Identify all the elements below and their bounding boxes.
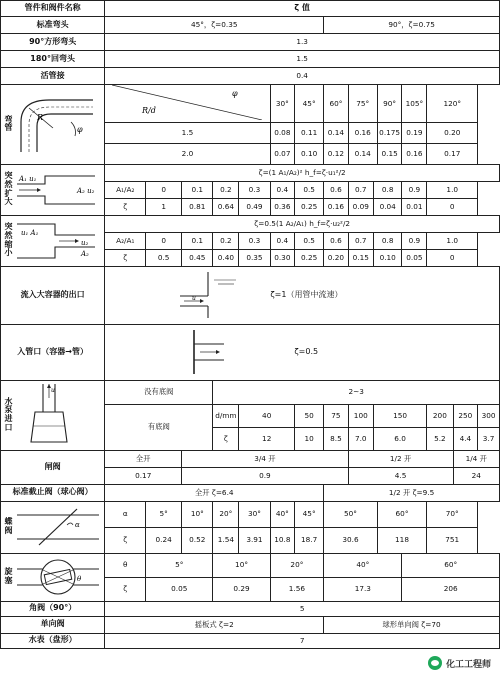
expansion-ratio: 0.8 — [373, 181, 402, 198]
plug-zeta-label: ζ — [105, 577, 146, 601]
standard-elbow-90: 90°，ζ=0.75 — [324, 17, 500, 34]
bend-value: 0.175 — [377, 122, 402, 143]
expansion-ratio: 0.2 — [213, 181, 239, 198]
sudden-contraction-icon — [15, 218, 99, 264]
contraction-ratio: 1.0 — [427, 232, 478, 249]
inlet-value: ζ=0.5 — [294, 346, 319, 356]
gate-zeta: 0.17 — [105, 467, 182, 484]
butterfly-zeta-label: ζ — [105, 527, 146, 553]
plug-angle: 20° — [270, 553, 324, 577]
row-name-standard-elbow: 标准弯头 — [1, 17, 105, 34]
expansion-zeta: 0.04 — [373, 198, 402, 215]
expansion-zeta: 1 — [146, 198, 182, 215]
bend-label-cell — [1, 85, 105, 165]
tank-outlet-icon — [178, 270, 240, 320]
pipe-inlet-icon — [186, 328, 230, 376]
plug-label-cell — [1, 553, 105, 601]
inlet-cell — [105, 324, 500, 380]
contraction-zeta: 0.15 — [348, 249, 373, 266]
pump-zeta: 3.7 — [478, 427, 500, 450]
wechat-icon — [428, 656, 442, 670]
svg-text:α: α — [75, 521, 80, 530]
contraction-zeta: 0.35 — [239, 249, 270, 266]
contraction-label-cell — [1, 215, 105, 266]
contraction-zeta: 0.30 — [270, 249, 294, 266]
expansion-zeta: 0 — [427, 198, 478, 215]
contraction-zeta: 0.20 — [324, 249, 348, 266]
water-meter-value: 7 — [105, 633, 500, 648]
bend-angle: 60° — [324, 85, 348, 123]
bend-angle: 90° — [377, 85, 402, 123]
svg-text:θ: θ — [77, 575, 82, 584]
butterfly-zeta: 30.6 — [324, 527, 378, 553]
contraction-ratio: 0.1 — [182, 232, 213, 249]
plug-angle: 10° — [213, 553, 270, 577]
check-swing: 摇板式 ζ=2 — [105, 616, 324, 633]
plug-angle: 40° — [324, 553, 402, 577]
row-name-union: 活管接 — [1, 68, 105, 85]
expansion-zeta: 0.01 — [402, 198, 427, 215]
butterfly-zeta: 751 — [427, 527, 478, 553]
butterfly-angle: 45° — [295, 501, 324, 527]
butterfly-zeta: 118 — [377, 527, 427, 553]
inlet-name: 入管口（容器→管） — [1, 324, 105, 380]
bend-value: 0.11 — [295, 122, 324, 143]
angle-valve-value: 5 — [105, 601, 500, 616]
watermark-text: 化工工程师 — [445, 659, 491, 670]
pump-zeta-label: ζ — [213, 427, 239, 450]
contraction-zeta: 0.25 — [295, 249, 324, 266]
butterfly-angle: 70° — [427, 501, 478, 527]
contraction-ratio: 0.2 — [213, 232, 239, 249]
standard-elbow-45: 45°，ζ=0.35 — [105, 17, 324, 34]
pump-no-valve-value: 2~3 — [213, 380, 500, 404]
plug-angle: 60° — [402, 553, 500, 577]
globe-valve-name: 标准截止阀（球心阀） — [1, 484, 105, 501]
globe-full-open: 全开 ζ=6.4 — [105, 484, 324, 501]
bend-value: 0.19 — [402, 122, 427, 143]
plug-cock-icon — [15, 555, 101, 599]
bend-value: 0.14 — [348, 143, 377, 164]
expansion-zeta: 0.16 — [324, 198, 348, 215]
butterfly-angle: 40° — [270, 501, 294, 527]
pipe-bend-icon — [15, 94, 95, 154]
expansion-ratio-label: A₁/A₂ — [105, 181, 146, 198]
expansion-ratio: 0.3 — [239, 181, 270, 198]
outlet-name: 流入大容器的出口 — [1, 266, 105, 324]
bend-value: 0.07 — [270, 143, 294, 164]
pump-zeta: 4.4 — [453, 427, 478, 450]
pump-zeta: 10 — [295, 427, 324, 450]
pump-zeta: 8.5 — [324, 427, 348, 450]
expansion-ratio: 0.7 — [348, 181, 373, 198]
bend-value: 0.08 — [270, 122, 294, 143]
butterfly-zeta: 3.91 — [239, 527, 270, 553]
expansion-ratio: 0.5 — [295, 181, 324, 198]
butterfly-name: 蝶阀 — [4, 517, 13, 536]
bend-value: 0.16 — [402, 143, 427, 164]
plug-angle: 5° — [146, 553, 213, 577]
gate-zeta: 4.5 — [348, 467, 453, 484]
pump-suction-icon — [15, 382, 85, 448]
pump-diameter: 50 — [295, 404, 324, 427]
butterfly-angle: 10° — [182, 501, 213, 527]
outlet-value: ζ=1（用管中流速） — [270, 289, 343, 299]
gate-opening: 1/2 开 — [348, 450, 453, 467]
pump-zeta: 7.0 — [348, 427, 373, 450]
butterfly-zeta: 0.52 — [182, 527, 213, 553]
contraction-ratio: 0.6 — [324, 232, 348, 249]
expansion-ratio: 0 — [146, 181, 182, 198]
butterfly-angle: 50° — [324, 501, 378, 527]
pump-label-cell — [1, 380, 105, 450]
butterfly-label-cell — [1, 501, 105, 553]
expansion-ratio: 0.1 — [182, 181, 213, 198]
contraction-ratio-label: A₂/A₁ — [105, 232, 146, 249]
gate-opening: 全开 — [105, 450, 182, 467]
svg-text:u₂: u₂ — [81, 238, 89, 247]
return-bend-value: 1.5 — [105, 51, 500, 68]
bend-angle: 45° — [295, 85, 324, 123]
row-name-square-elbow: 90°方形弯头 — [1, 34, 105, 51]
expansion-ratio: 1.0 — [427, 181, 478, 198]
contraction-zeta: 0.05 — [402, 249, 427, 266]
contraction-name: 突然缩小 — [4, 222, 13, 258]
gate-zeta: 0.9 — [182, 467, 349, 484]
expansion-formula: ζ=(1 A₁/A₂)² h_f=ζ·u₁²/2 — [105, 164, 500, 181]
outlet-cell — [105, 266, 500, 324]
bend-value: 0.12 — [324, 143, 348, 164]
expansion-ratio: 0.4 — [270, 181, 294, 198]
pump-no-valve: 没有底阀 — [105, 380, 213, 404]
pump-diameter: 200 — [427, 404, 453, 427]
pump-diameter: 300 — [478, 404, 500, 427]
bend-value: 0.10 — [295, 143, 324, 164]
butterfly-angle: 30° — [239, 501, 270, 527]
pump-diameter: 40 — [239, 404, 295, 427]
contraction-ratio: 0 — [146, 232, 182, 249]
angle-valve-name: 角阀（90°） — [1, 601, 105, 616]
check-ball: 球形单向阀 ζ=70 — [324, 616, 500, 633]
bend-angle: 105° — [402, 85, 427, 123]
bend-rd: 2.0 — [105, 143, 270, 164]
contraction-ratio: 0.7 — [348, 232, 373, 249]
bend-phi-label: φ — [232, 89, 239, 98]
globe-half-open: 1/2 开 ζ=9.5 — [324, 484, 500, 501]
plug-theta-label: θ — [105, 553, 146, 577]
bend-axis-header — [105, 85, 270, 123]
pump-diameter: 250 — [453, 404, 478, 427]
svg-text:A₁ u₁: A₁ u₁ — [19, 174, 37, 183]
contraction-ratio: 0.4 — [270, 232, 294, 249]
contraction-zeta: 0.10 — [373, 249, 402, 266]
watermark — [425, 655, 494, 671]
pump-with-valve: 有底阀 — [105, 404, 213, 450]
row-name-return-bend: 180°回弯头 — [1, 51, 105, 68]
bend-name: 弯管 — [4, 114, 13, 133]
gate-opening: 1/4 开 — [453, 450, 499, 467]
svg-text:A₂ u₂: A₂ u₂ — [77, 186, 95, 195]
expansion-zeta: 0.36 — [270, 198, 294, 215]
expansion-zeta: 0.25 — [295, 198, 324, 215]
contraction-ratio: 0.3 — [239, 232, 270, 249]
plug-zeta: 17.3 — [324, 577, 402, 601]
bend-value: 0.17 — [427, 143, 478, 164]
svg-text:R: R — [37, 113, 44, 123]
butterfly-zeta: 10.8 — [270, 527, 294, 553]
contraction-zeta: 0.40 — [213, 249, 239, 266]
svg-text:u₁ A₁: u₁ A₁ — [21, 228, 39, 237]
pump-zeta: 6.0 — [373, 427, 426, 450]
bend-rd-label: R/d — [142, 106, 157, 115]
gate-zeta: 24 — [453, 467, 499, 484]
pump-diameter: 100 — [348, 404, 373, 427]
expansion-zeta: 0.64 — [213, 198, 239, 215]
svg-text:φ: φ — [77, 125, 83, 135]
butterfly-zeta: 0.24 — [146, 527, 182, 553]
plug-name: 旋塞 — [4, 567, 13, 586]
svg-text:u: u — [192, 295, 197, 303]
expansion-zeta-label: ζ — [105, 198, 146, 215]
union-value: 0.4 — [105, 68, 500, 85]
pump-diameter: 150 — [373, 404, 426, 427]
contraction-zeta: 0.45 — [182, 249, 213, 266]
gate-valve-name: 闸阀 — [1, 450, 105, 484]
contraction-formula: ζ=0.5(1 A₂/A₁) h_f=ζ·u₂²/2 — [105, 215, 500, 232]
butterfly-zeta: 18.7 — [295, 527, 324, 553]
contraction-zeta-label: ζ — [105, 249, 146, 266]
butterfly-angle: 5° — [146, 501, 182, 527]
svg-text:u: u — [51, 387, 55, 395]
bend-value: 0.14 — [324, 122, 348, 143]
plug-zeta: 1.56 — [270, 577, 324, 601]
expansion-ratio: 0.6 — [324, 181, 348, 198]
butterfly-alpha-label: α — [105, 501, 146, 527]
header-name: 管件和阀件名称 — [1, 1, 105, 17]
expansion-ratio: 0.9 — [402, 181, 427, 198]
pump-d-label: d/mm — [213, 404, 239, 427]
bend-value: 0.15 — [377, 143, 402, 164]
pump-zeta: 5.2 — [427, 427, 453, 450]
contraction-ratio: 0.5 — [295, 232, 324, 249]
butterfly-valve-icon — [15, 505, 101, 549]
square-elbow-value: 1.3 — [105, 34, 500, 51]
expansion-zeta: 0.81 — [182, 198, 213, 215]
contraction-zeta: 0 — [427, 249, 478, 266]
bend-value: 0.20 — [427, 122, 478, 143]
expansion-zeta: 0.09 — [348, 198, 373, 215]
expansion-zeta: 0.49 — [239, 198, 270, 215]
sudden-expansion-icon — [15, 170, 99, 210]
bend-axis-diagonal — [112, 85, 262, 120]
bend-angle: 75° — [348, 85, 377, 123]
pump-diameter: 75 — [324, 404, 348, 427]
bend-value: 0.16 — [348, 122, 377, 143]
butterfly-angle: 20° — [213, 501, 239, 527]
butterfly-angle: 60° — [377, 501, 427, 527]
header-zeta: ζ 值 — [105, 1, 500, 17]
water-meter-name: 水表（盘形） — [1, 633, 105, 648]
svg-text:A₂: A₂ — [81, 249, 89, 258]
pump-zeta: 12 — [239, 427, 295, 450]
bend-angle: 120° — [427, 85, 478, 123]
expansion-label-cell — [1, 164, 105, 215]
gate-opening: 3/4 开 — [182, 450, 349, 467]
contraction-ratio: 0.8 — [373, 232, 402, 249]
check-valve-name: 单向阀 — [1, 616, 105, 633]
plug-zeta: 0.29 — [213, 577, 270, 601]
bend-angle: 30° — [270, 85, 294, 123]
expansion-name: 突然扩大 — [4, 171, 13, 207]
plug-zeta: 0.05 — [146, 577, 213, 601]
bend-rd: 1.5 — [105, 122, 270, 143]
contraction-zeta: 0.5 — [146, 249, 182, 266]
pump-name: 水泵进口 — [4, 396, 13, 432]
contraction-ratio: 0.9 — [402, 232, 427, 249]
plug-zeta: 206 — [402, 577, 500, 601]
butterfly-zeta: 1.54 — [213, 527, 239, 553]
